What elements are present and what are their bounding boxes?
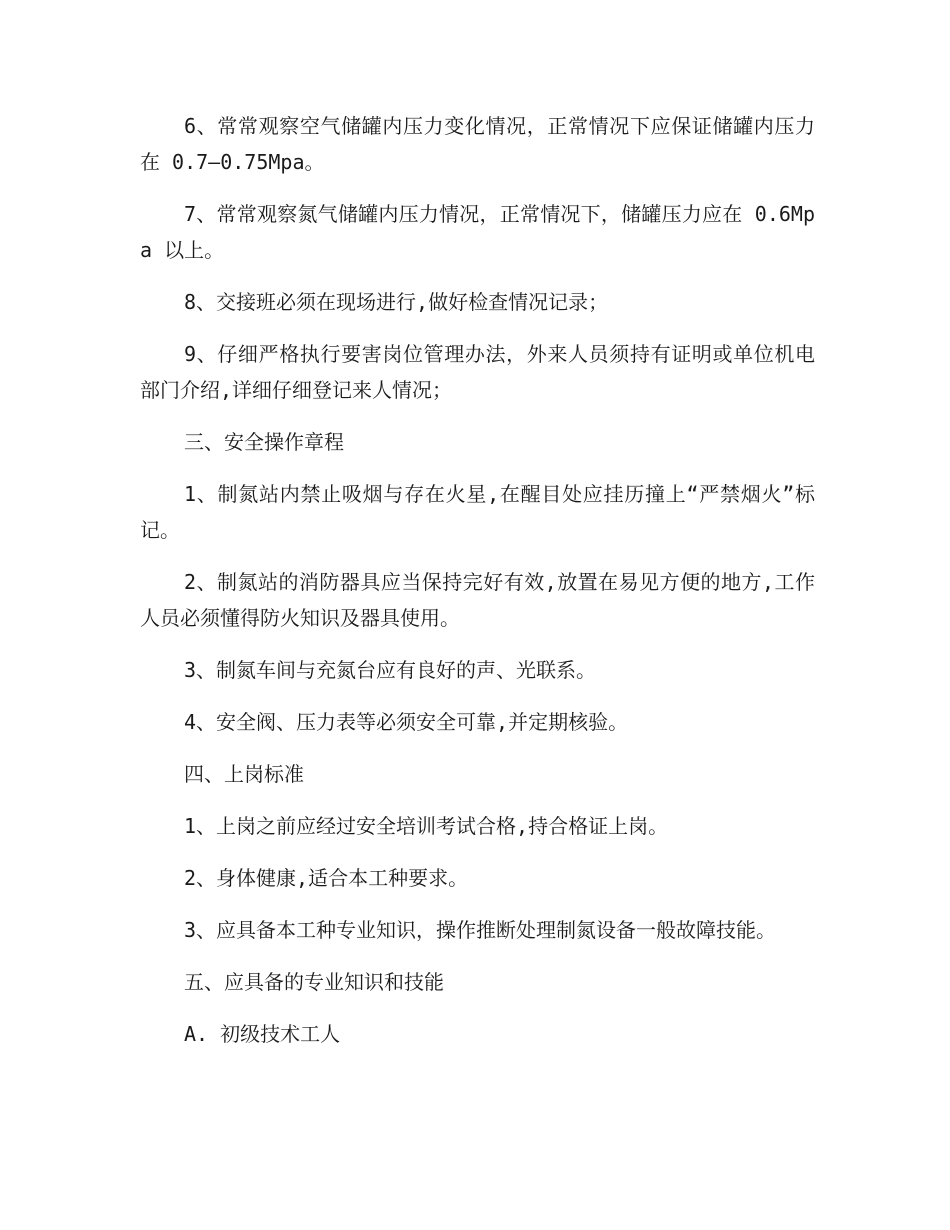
paragraph-item-7: 7、常常观察氮气储罐内压力情况，正常情况下，储罐压力应在 0.6Mpa 以上。	[140, 202, 815, 262]
paragraph-item-9: 9、仔细严格执行要害岗位管理办法，外来人员须持有证明或单位机电部门介绍,详细仔细登记来人情况；	[140, 342, 815, 402]
section-heading-4: 四、上岗标准	[184, 762, 304, 786]
paragraph-standard-3: 3、应具备本工种专业知识，操作推断处理制氮设备一般故障技能。	[184, 918, 777, 942]
paragraph-safety-2: 2、制氮站的消防器具应当保持完好有效,放置在易见方便的地方,工作人员必须懂得防火知识及器具使用。	[140, 570, 815, 630]
section-heading-5: 五、应具备的专业知识和技能	[184, 970, 444, 994]
paragraph-standard-2: 2、身体健康,适合本工种要求。	[184, 866, 469, 890]
paragraph-item-6: 6、常常观察空气储罐内压力变化情况，正常情况下应保证储罐内压力在 0.7—0.75Mpa。	[140, 114, 815, 174]
paragraph-safety-3: 3、制氮车间与充氮台应有良好的声、光联系。	[184, 658, 597, 682]
paragraph-standard-1: 1、上岗之前应经过安全培训考试合格,持合格证上岗。	[184, 814, 669, 838]
section-heading-3: 三、安全操作章程	[184, 430, 344, 454]
document-body	[140, 108, 815, 1068]
paragraph-safety-4: 4、安全阀、压力表等必须安全可靠,并定期核验。	[184, 710, 629, 734]
subsection-heading-a: A. 初级技术工人	[184, 1022, 341, 1046]
paragraph-safety-1: 1、制氮站内禁止吸烟与存在火星,在醒目处应挂历撞上“严禁烟火”标记。	[140, 482, 815, 542]
paragraph-item-8: 8、交接班必须在现场进行,做好检查情况记录；	[184, 290, 609, 314]
